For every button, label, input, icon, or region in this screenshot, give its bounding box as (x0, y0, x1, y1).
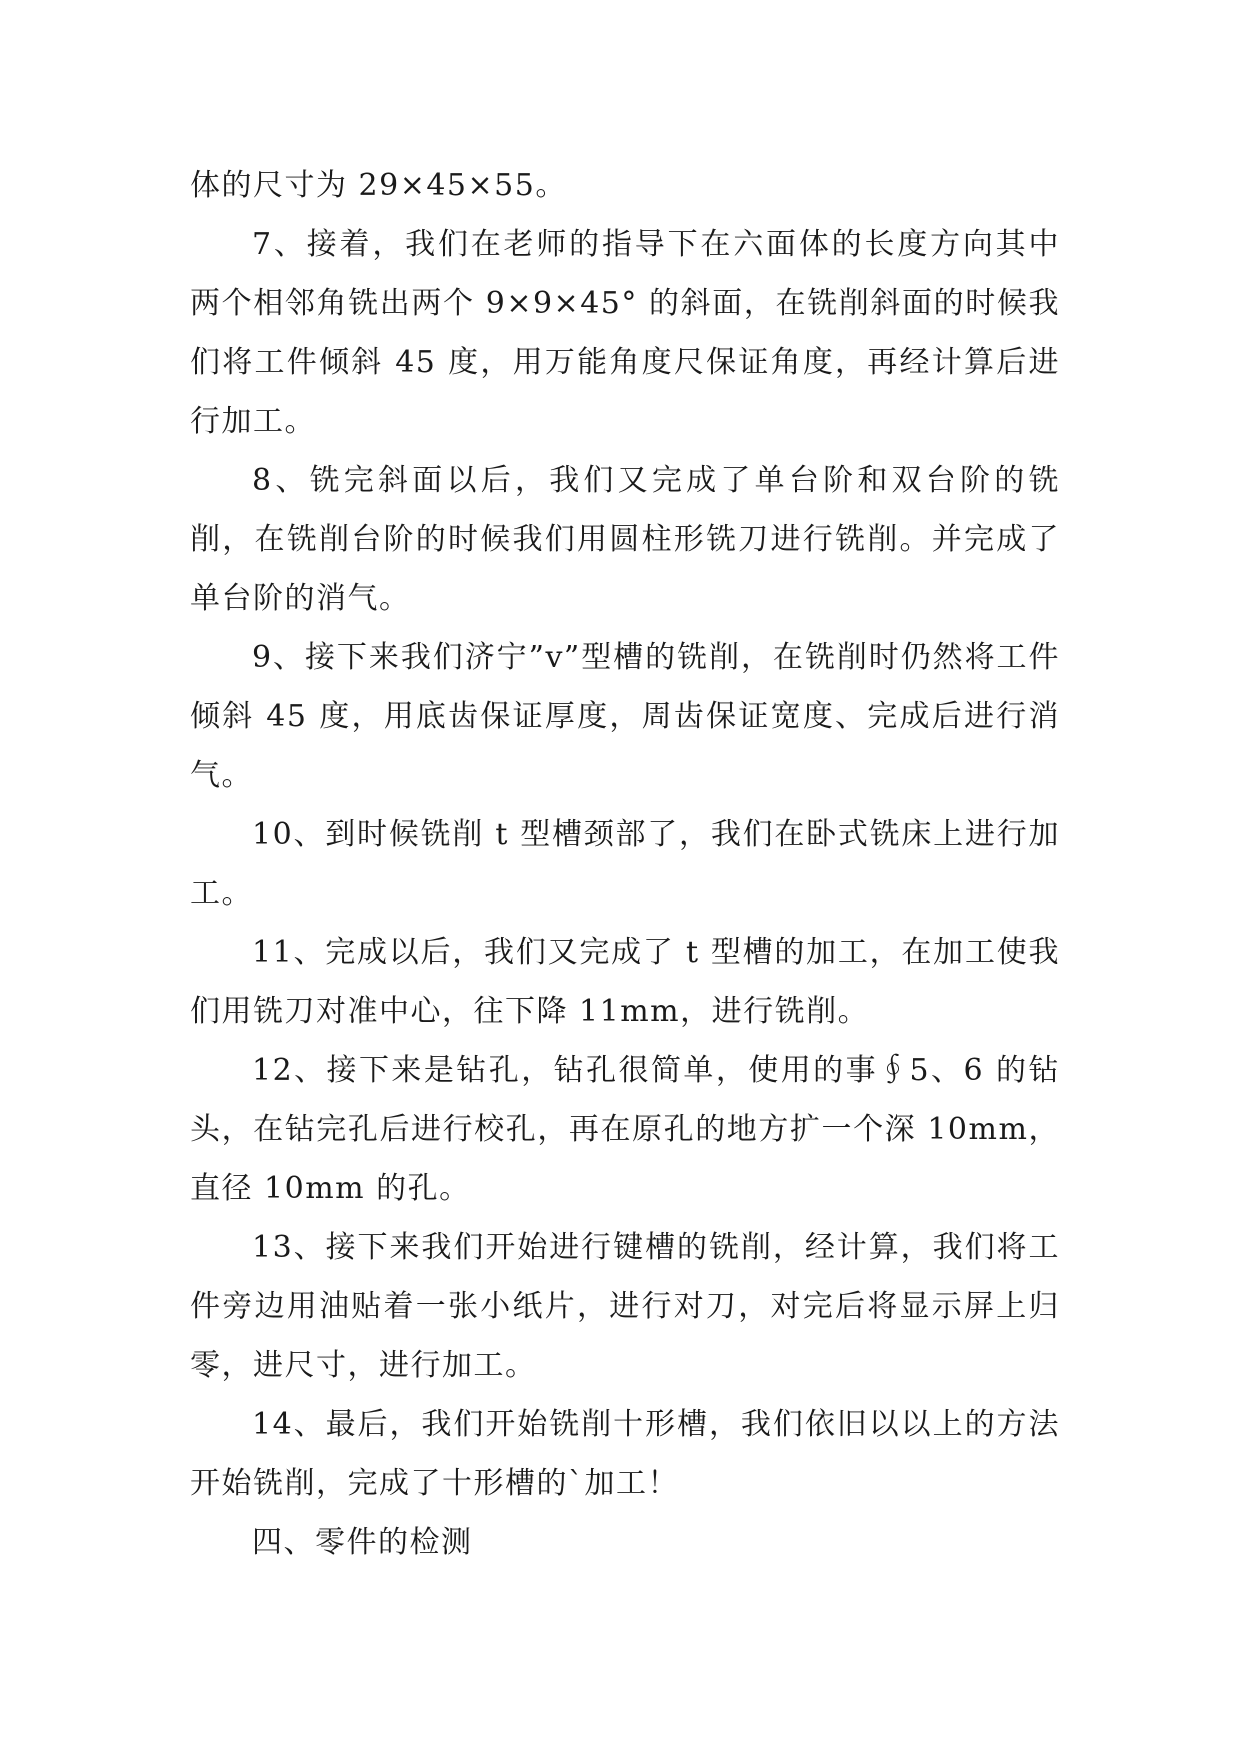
paragraph-1: 体的尺寸为 29×45×55。 (190, 168, 567, 203)
paragraph-3: 8、铣完斜面以后，我们又完成了单台阶和双台阶的铣削，在铣削台阶的时候我们用圆柱形铣刀进行铣削。并完成了单台阶的消气。 (190, 463, 1060, 616)
paragraph-8: 13、接下来我们开始进行键槽的铣削，经计算，我们将工件旁边用油贴着一张小纸片，进行对刀，对完后将显示屏上归零，进尺寸，进行加工。 (190, 1230, 1060, 1383)
paragraph-5: 10、到时候铣削 t 型槽颈部了，我们在卧式铣床上进行加工。 (190, 817, 1060, 911)
paragraph-2: 7、接着，我们在老师的指导下在六面体的长度方向其中两个相邻角铣出两个 9×9×45° 的斜面，在铣削斜面的时候我们将工件倾斜 45 度，用万能角度尺保证角度，再经计算后进行加工。 (190, 227, 1060, 439)
section-heading: 四、零件的检测 (252, 1525, 473, 1560)
paragraph-4: 9、接下来我们济宁”v”型槽的铣削，在铣削时仍然将工件倾斜 45 度，用底齿保证厚度，周齿保证宽度、完成后进行消气。 (190, 640, 1060, 793)
paragraph-7: 12、接下来是钻孔，钻孔很简单，使用的事∮5、6 的钻头，在钻完孔后进行校孔，再在原孔的地方扩一个深 10mm，直径 10mm 的孔。 (190, 1053, 1060, 1206)
paragraph-6: 11、完成以后，我们又完成了 t 型槽的加工，在加工使我们用铣刀对准中心，往下降 11mm，进行铣削。 (190, 935, 1060, 1029)
paragraph-9: 14、最后，我们开始铣削十形槽，我们依旧以以上的方法开始铣削，完成了十形槽的`加工！ (190, 1407, 1060, 1501)
body-text (190, 156, 1060, 1572)
